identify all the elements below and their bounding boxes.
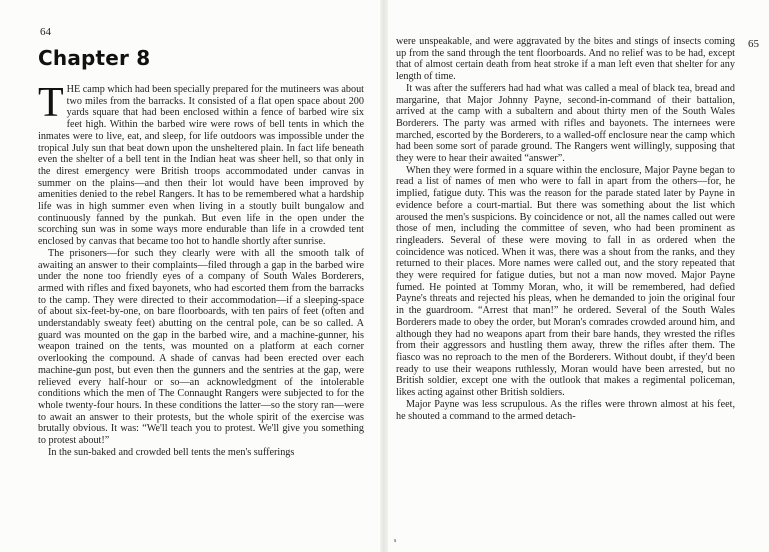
- paragraph: It was after the sufferers had had what was called a meal of black tea, bread and margarine, that Major Johnny Payne, second-in-command of their battalion, arrived at the camp with a subaltern and about thirty men of the South Wales Borderers. The party was armed with rifles and bayonets. The internees were marched, escorted by the Borderers, to a walled-off enclosure near the camp which had been some sort of parade ground. The Rangers went willingly, supposing that they were to hear their awaited “answer”.: [396, 82, 735, 165]
- chapter-title: Chapter 8: [38, 46, 151, 70]
- right-page: [384, 0, 769, 552]
- page-number-right: 65: [748, 38, 759, 50]
- page-number-left: 64: [40, 26, 51, 38]
- paragraph: The prisoners—for such they clearly were with all the smooth talk of awaiting an answer to their complaints—filed through a gap in the barbed wire under the none too friendly eyes of a company of South Wales Borderers, armed with rifles and fixed bayonets, who had escorted them from the barracks to the camp. They were directed to their accommodation—if a sleeping-space of about six-feet-by-one, on bare floorboards, with ten pairs of feet (often and understandably sweaty feet) abutting on the central pole, can be so called. A guard was mounted on the gap in the barbed wire, and a machine-gunner, his weapon trained on the tents, was mounted on a platform at each corner overlooking the compound. A shade of canvas had been erected over each machine-gun post, but even then the gunners and the sentries at the gap, were relieved every half-hour or so—an acknowledgment of the intolerable conditions which the men of The Connaught Rangers were subjected to for the whole twenty-four hours. In these conditions the latter—so the story ran—were to await an answer to their protests, but the whole spirit of the exercise was brutally obvious. It was: “We'll teach you to protest. We'll give you something to protest about!”: [38, 247, 364, 447]
- paragraph: In the sun-baked and crowded bell tents the men's sufferings: [48, 446, 295, 458]
- paragraph: Major Payne was less scrupulous. As the rifles were thrown almost at his feet, he shouted a command to the armed detach-: [396, 398, 735, 422]
- signature-mark: s: [394, 538, 397, 544]
- drop-cap: T: [38, 80, 64, 126]
- left-page: [0, 0, 384, 552]
- right-page-text: [396, 36, 735, 422]
- paragraph: When they were formed in a square within the enclosure, Major Payne began to read a list of names of men who were to fall in apart from the others—for, he implied, fatigue duty. This was the reason for the parade stated later by Payne in evidence before a court-martial. But there was something about the list which aroused the men's suspicions. By coincidence or not, all the names called out were those of men, including the committee of seven, who had been prominent as ringleaders. Several of these were moving to fall in as ordered when the coincidence was noticed. When it was, there was a shout from the ranks, and they returned to their places. More names were called out, and the story repeated that they were required for fatigue duties, but not a man now moved. Major Payne fumed. He pointed at Tommy Moran, who, it will be remembered, had defied Payne's threats and rejected his pleas, when he demanded to join the original four in the guardroom. “Arrest that man!” he ordered. Several of the South Wales Borderers made to obey the order, but Moran's comrades crowded around him, and although they had no weapons apart from their bare hands, they wrested the rifles from their aggressors and hustling them away, threw the rifles after them. The fiasco was no reproach to the men of the Borderers. Without doubt, if they'd been ready to use their weapons ruthlessly, Moran would have been arrested, but no British soldier, except one with the outlook that makes a regimental policeman, likes acting against other British soldiers.: [396, 164, 735, 399]
- paragraph: were unspeakable, and were aggravated by the bites and stings of insects coming up from the sand through the tent floorboards. And no relief was to be had, except that of almost certain death from heat stroke if a man left even that shelter for any length of time.: [396, 36, 735, 83]
- paragraph: THE camp which had been specially prepared for the mutineers was about two miles from the barracks. It consisted of a flat open space about 200 yards square that had been enclosed within a fence of barbed wire six feet high. Within the barbed wire were rows of bell tents in which the inmates were to live, eat, and sleep, for life outdoors was impossible under the tropical July sun that beat down upon the unsheltered plain. In fact life beneath even the shelter of a bell tent in the Indian heat was sheer hell, so that only in the direst emergency were British troops accommodated under canvas in summer on the plains—and then their lot would have been improved by amenities denied to the rebel Rangers. It has to be remembered what a hardship life was in high summer even when living in a stoutly built bungalow and continuously fanned by the punkah. But even life in the open under the scorching sun was in some ways more endurable than life in a crowded tent enclosed by canvas that became too hot to handle shortly after sunrise.: [38, 80, 364, 248]
- left-page-text: [38, 80, 364, 459]
